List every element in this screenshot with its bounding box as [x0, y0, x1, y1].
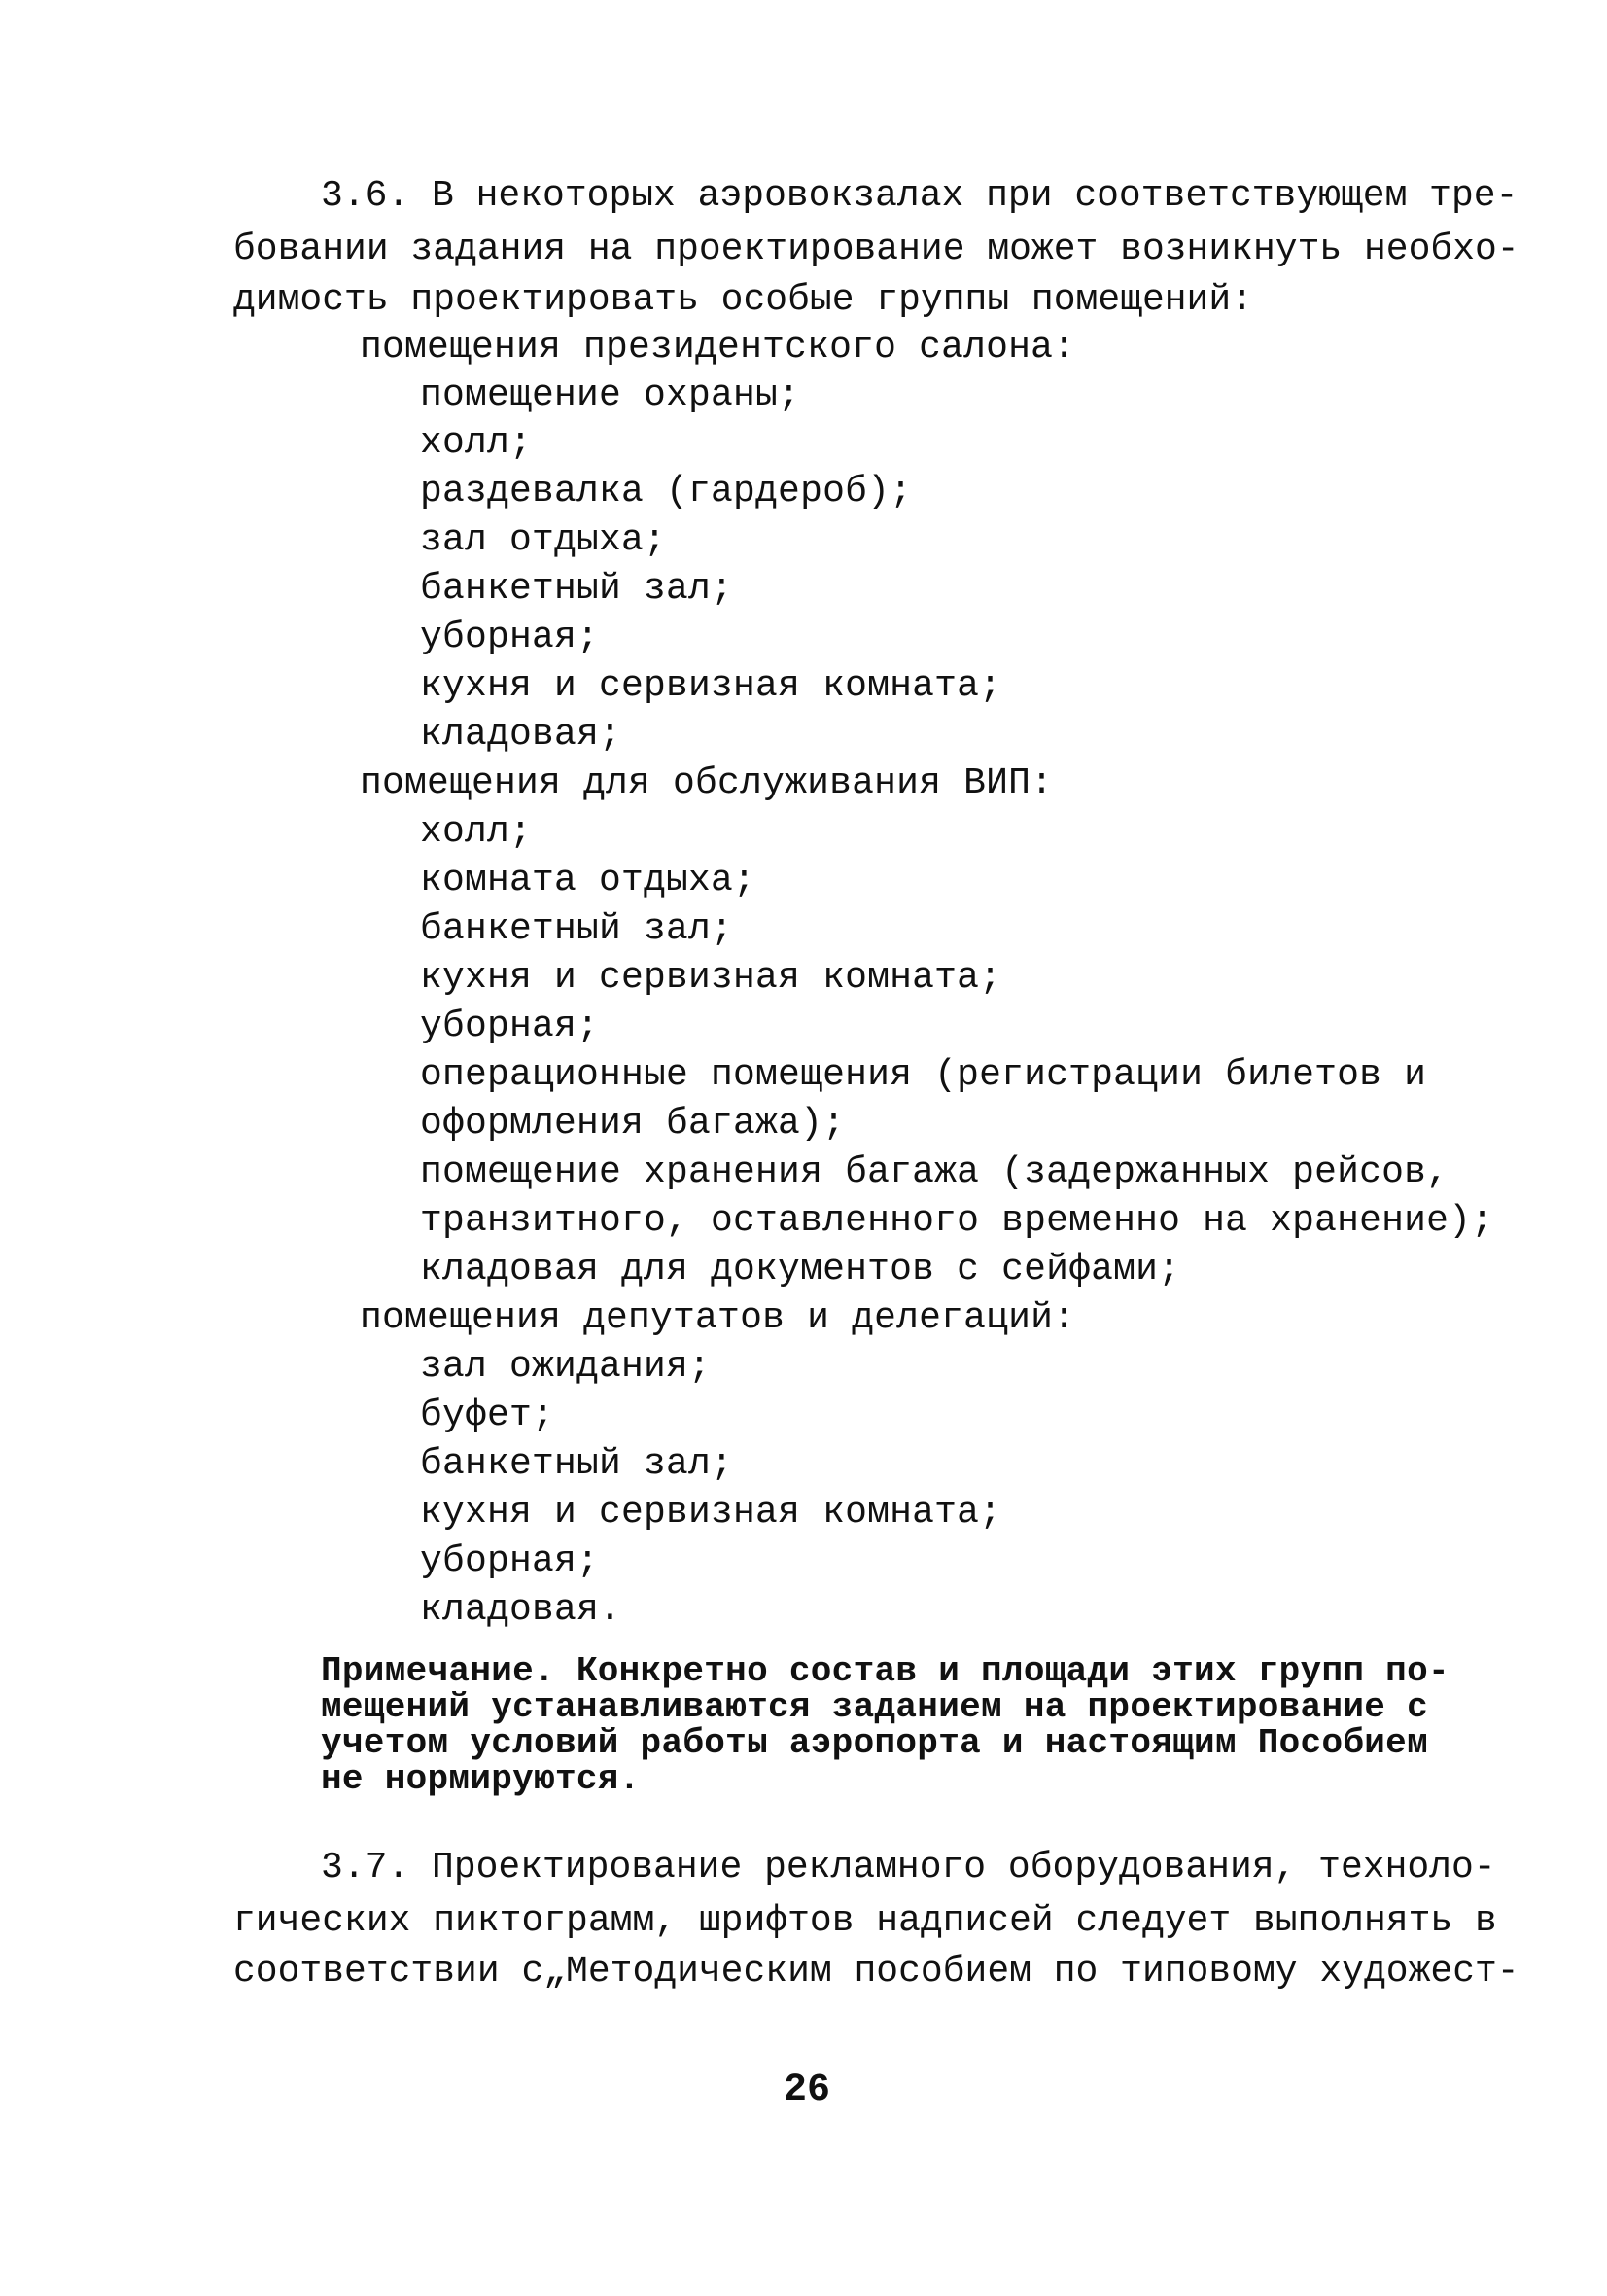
list-item: кухня и сервизная комната;: [420, 1492, 1002, 1534]
group-title-vip: помещения для обслуживания ВИП:: [360, 762, 1054, 804]
list-item: кладовая для документов с сейфами;: [420, 1249, 1181, 1290]
list-item: помещение охраны;: [420, 374, 801, 416]
section-3-6-line-1: 3.6. В некоторых аэровокзалах при соответствующем тре-: [321, 175, 1519, 217]
list-item: холл;: [420, 811, 533, 853]
list-item: банкетный зал;: [420, 1443, 734, 1485]
list-item: кладовая.: [420, 1589, 622, 1631]
note-line-2: мещений устанавливаются заданием на проектирование с: [321, 1687, 1428, 1727]
note-line-3: учетом условий работы аэропорта и настоящим Пособием: [321, 1723, 1428, 1763]
list-item: операционные помещения (регистрации билетов и: [420, 1054, 1427, 1096]
page-number: 26: [783, 2068, 830, 2112]
list-item: уборная;: [420, 617, 600, 658]
list-item: зал отдыха;: [420, 519, 667, 561]
group-title-presidential: помещения президентского салона:: [360, 327, 1076, 369]
list-item: кладовая;: [420, 714, 622, 756]
section-3-6-line-3: димость проектировать особые группы помещений:: [233, 279, 1253, 321]
list-item: уборная;: [420, 1006, 600, 1047]
list-item: буфет;: [420, 1395, 555, 1436]
section-3-6-line-2: бовании задания на проектирование может возникнуть необхо-: [233, 229, 1520, 270]
list-item: транзитного, оставленного временно на хранение);: [420, 1200, 1494, 1242]
list-item: раздевалка (гардероб);: [420, 471, 913, 512]
note-line-4: не нормируются.: [321, 1759, 641, 1799]
list-item: зал ожидания;: [420, 1346, 712, 1388]
list-item: кухня и сервизная комната;: [420, 665, 1002, 707]
note-line-1: Примечание. Конкретно состав и площади этих групп по-: [321, 1651, 1450, 1691]
list-item: банкетный зал;: [420, 568, 734, 610]
group-title-deputies: помещения депутатов и делегаций:: [360, 1297, 1076, 1339]
list-item: уборная;: [420, 1540, 600, 1582]
section-3-7-line-1: 3.7. Проектирование рекламного оборудования, техноло-: [321, 1847, 1496, 1889]
list-item: кухня и сервизная комната;: [420, 957, 1002, 999]
section-3-7-line-3: соответствии с„Методическим пособием по типовому художест-: [233, 1951, 1520, 1993]
list-item: помещение хранения багажа (задержанных рейсов,: [420, 1151, 1450, 1193]
list-item: комната отдыха;: [420, 860, 756, 901]
section-3-7-line-2: гических пиктограмм, шрифтов надписей следует выполнять в: [233, 1900, 1497, 1942]
list-item: оформления багажа);: [420, 1103, 846, 1145]
list-item: холл;: [420, 422, 533, 464]
list-item: банкетный зал;: [420, 908, 734, 950]
